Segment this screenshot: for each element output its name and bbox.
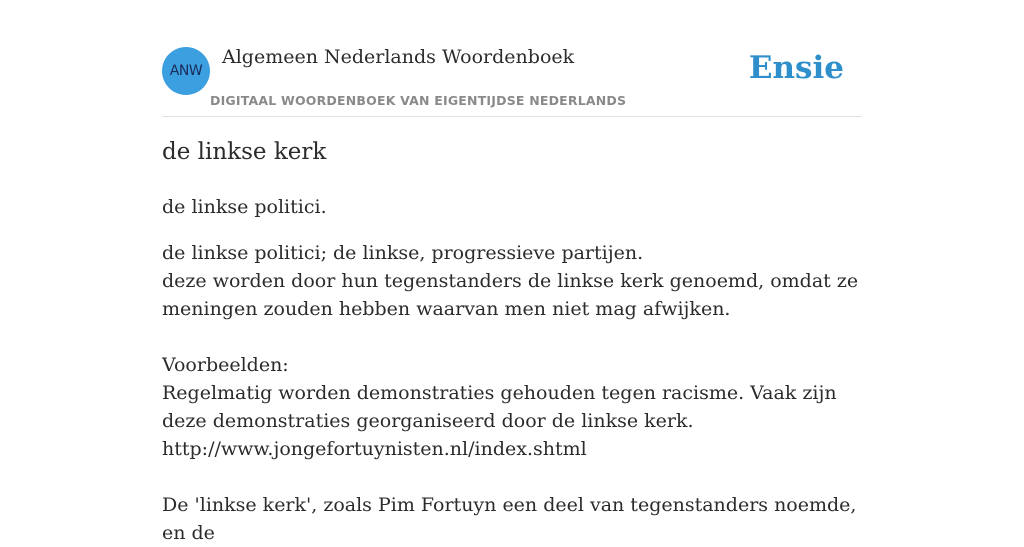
example-text: Regelmatig worden demonstraties gehouden tegen racisme. Vaak zijn deze demonstraties georganiseerd door de linkse kerk.: [162, 382, 837, 432]
examples-heading: Voorbeelden:: [162, 354, 289, 376]
example-text: De 'linkse kerk', zoals Pim Fortuyn een deel van tegenstanders noemde, en de: [162, 494, 857, 544]
definition-line: deze worden door hun tegenstanders de linkse kerk genoemd, omdat ze meningen zouden hebben waarvan men niet mag afwijken.: [162, 270, 859, 320]
anw-logo[interactable]: [162, 47, 210, 95]
entry-title: de linkse kerk: [162, 139, 327, 165]
page: [162, 0, 862, 544]
entry-body: [162, 239, 862, 547]
spacer: [162, 323, 862, 351]
example-source: http://www.jongefortuynisten.nl/index.shtml: [162, 438, 587, 460]
site-title[interactable]: Algemeen Nederlands Woordenboek: [222, 46, 575, 68]
definition-line: de linkse politici; de linkse, progressieve partijen.: [162, 242, 644, 264]
site-subtitle: DIGITAAL WOORDENBOEK VAN EIGENTIJDSE NEDERLANDS: [210, 93, 627, 108]
logo-text: ANW: [169, 63, 203, 79]
spacer: [162, 463, 862, 491]
short-definition: de linkse politici.: [162, 196, 327, 218]
site-header: [162, 0, 862, 117]
ensie-brand-link[interactable]: Ensie: [748, 50, 844, 86]
